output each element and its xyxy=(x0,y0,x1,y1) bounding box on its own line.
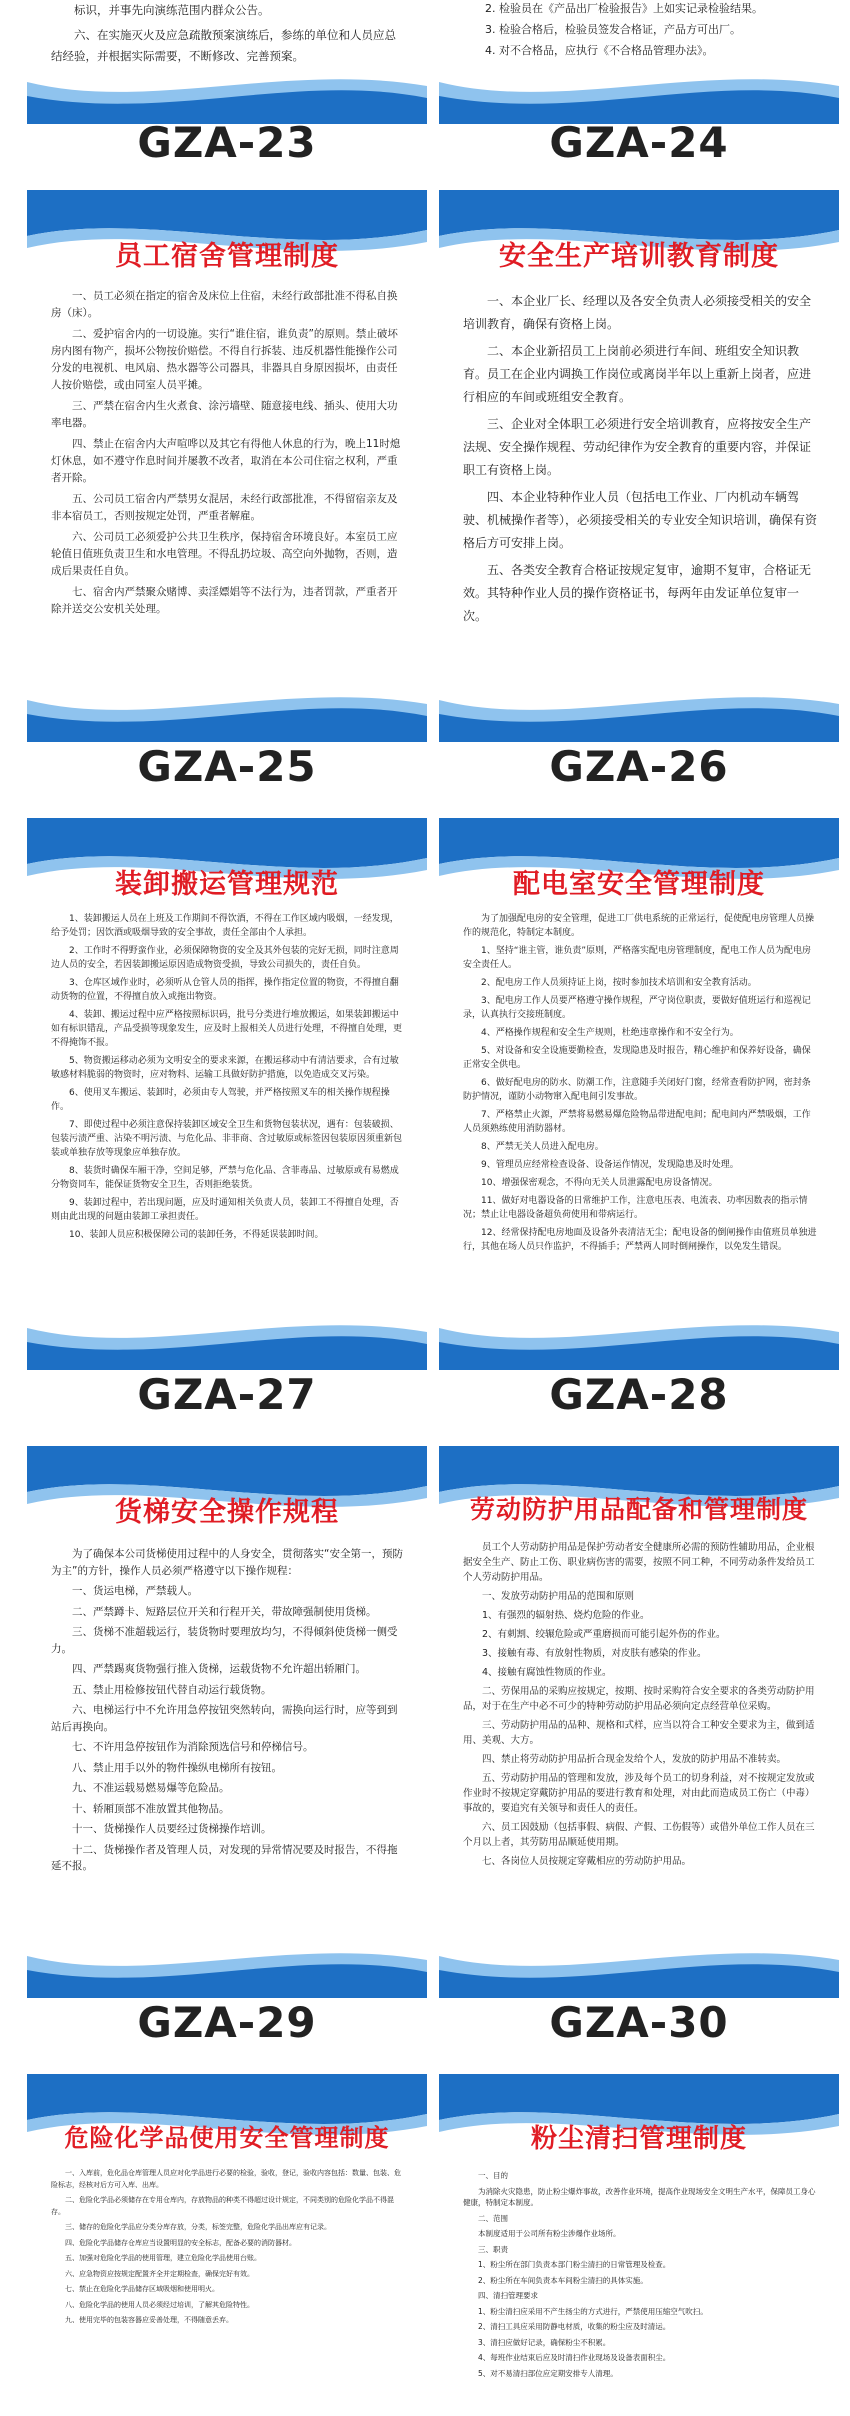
board-paragraph: 9、管理员应经常检查设备、设备运作情况，发现隐患及时处理。 xyxy=(481,1160,739,1170)
board-paragraph: 2. 检验员在《产品出厂检验报告》上如实记录检验结果。 xyxy=(485,2,763,15)
board-paragraph: 4、严格操作规程和安全生产规则，杜绝违章操作和不安全行为。 xyxy=(481,1028,739,1038)
board-paragraph: 10、增强保密观念，不得向无关人员泄露配电房设备情况。 xyxy=(481,1178,718,1188)
board-paragraph: 4、接触有腐蚀性物质的作业。 xyxy=(482,1667,612,1678)
board-paragraph: 3、配电房工作人员要严格遵守操作规程，严守岗位职责，要做好值班运行和巡视记录，认真执行交接班制度。 xyxy=(463,996,811,1020)
bottom-wave-decoration xyxy=(27,1308,427,1370)
board-paragraph: 1、有强烈的辐射热、烧灼危险的作业。 xyxy=(482,1610,650,1621)
board-body xyxy=(51,1546,405,1879)
board-gza30 xyxy=(439,1446,839,1998)
board-paragraph: 2、粉尘所在车间负责本车间粉尘清扫的具体实施。 xyxy=(478,2275,648,2285)
board-paragraph: 六、电梯运行中不允许用急停按钮突然转向，需换向运行时，应等到到站后再换向。 xyxy=(51,1704,398,1733)
board-paragraph: 二、危险化学品必须储存在专用仓库内，存放物品的种类不得超过设计规定，不同类别的危险化学品不得混存。 xyxy=(51,2196,394,2216)
code-label: GZA-30 xyxy=(549,1998,729,2047)
board-paragraph: 四、本企业特种作业人员（包括电工作业、厂内机动车辆驾驶、机械操作者等），必须接受相关的专业安全知识培训，确保有资格后方可安排上岗。 xyxy=(463,490,818,550)
board-title: 粉尘清扫管理制度 xyxy=(530,2124,747,2154)
board-paragraph: 三、职责 xyxy=(478,2244,508,2254)
board-title: 危险化学品使用安全管理制度 xyxy=(64,2124,390,2152)
board-paragraph: 为了加强配电房的安全管理，促进工厂供电系统的正常运行，促使配电房管理人员操作的规范化，特制定本制度。 xyxy=(463,914,815,938)
board-gza29 xyxy=(27,1446,427,1998)
board-paragraph: 本制度适用于公司所有粉尘涉爆作业场所。 xyxy=(478,2229,621,2238)
board-paragraph: 5、对不易清扫部位应定期安排专人清理。 xyxy=(478,2368,618,2378)
board-gza23 xyxy=(27,0,427,124)
board-title: 安全生产培训教育制度 xyxy=(499,241,779,272)
board-paragraph: 八、禁止用手以外的物件操纵电梯所有按钮。 xyxy=(72,1761,282,1774)
board-paragraph: 6、做好配电房的防水、防潮工作，注意随手关闭好门窗，经常查看防护网，密封条防护情况，谨防小动物窜入配电间引发事故。 xyxy=(463,1078,811,1102)
bottom-wave-decoration xyxy=(27,62,427,124)
board-body xyxy=(463,2170,817,2383)
board-paragraph: 四、危险化学品储存仓库应当设置明显的安全标志，配备必要的消防器材。 xyxy=(65,2238,296,2247)
board-paragraph: 一、员工必须在指定的宿舍及床位上住宿，未经行政部批准不得私自换房（床）。 xyxy=(51,290,398,319)
board-body xyxy=(51,912,405,1246)
board-body xyxy=(51,0,405,71)
board-paragraph: 1、坚持“谁主管，谁负责”原则，严格落实配电房管理制度，配电工作人员为配电房安全责任人。 xyxy=(463,946,812,970)
board-paragraph: 2、配电房工作人员须持证上岗，按时参加技术培训和安全教育活动。 xyxy=(481,978,757,988)
board-paragraph: 一、本企业厂长、经理以及各安全负责人必须接受相关的安全培训教育，确保有资格上岗。 xyxy=(463,294,812,331)
board-paragraph: 一、货运电梯，严禁载人。 xyxy=(72,1585,198,1597)
board-paragraph: 六、公司员工必须爱护公共卫生秩序，保持宿舍环境良好。本室员工应轮值日值班负责卫生和水电管理。不得乱扔垃圾、高空向外抛物，否则，造成后果责任自负。 xyxy=(51,531,398,577)
board-paragraph: 一、入库前，危化品仓库管理人员应对化学品进行必要的检验，验收，登记，验收内容包括：数量、包装、危险标志，经核对后方可入库、出库。 xyxy=(51,2169,401,2189)
board-paragraph: 4、每班作业结束后应及时清扫作业现场及设备表面积尘。 xyxy=(478,2353,671,2362)
board-paragraph: 三、劳动防护用品的品种、规格和式样，应当以符合工种安全要求为主，做到适用、美观、大方。 xyxy=(463,1720,815,1746)
board-paragraph: 九、使用完毕的包装容器应妥善处理，不得随意丢弃。 xyxy=(65,2316,233,2324)
board-gza28 xyxy=(439,818,839,1370)
board-paragraph: 8、装货时确保车厢干净，空间足够，严禁与危化品、含菲毒品、过敏原或有易燃成分物资同车，能保证货物安全卫生，否则拒绝装货。 xyxy=(51,1166,399,1190)
board-paragraph: 四、严禁踢爽货物强行推入货梯，运载货物不允许超出轿厢门。 xyxy=(72,1663,366,1675)
board-paragraph: 1、粉尘清扫应采用不产生扬尘的方式进行，严禁使用压缩空气吹扫。 xyxy=(478,2306,708,2316)
board-body xyxy=(463,912,817,1258)
board-paragraph: 7、严格禁止火源，严禁将易燃易爆危险物品带进配电间；配电间内严禁吸烟，工作人员须熟练使用消防器材。 xyxy=(463,1110,811,1134)
board-paragraph: 员工个人劳动防护用品是保护劳动者安全健康所必需的预防性辅助用品，企业根据安全生产、防止工伤、职业病伤害的需要，按照不同工种，不同劳动条件发给员工个人劳动防护用品。 xyxy=(463,1542,815,1583)
board-paragraph: 1、装卸搬运人员在上班及工作期间不得饮酒，不得在工作区域内吸烟，一经发现，给予处罚；因饮酒或吸烟导致的安全事故，责任全部由个人承担。 xyxy=(51,914,399,938)
board-paragraph: 为了确保本公司货梯使用过程中的人身安全，贯彻落实“安全第一，预防为主”的方针，操作人员必须严格遵守以下操作规程： xyxy=(51,1548,403,1577)
board-gza24 xyxy=(439,0,839,124)
code-label: GZA-23 xyxy=(137,118,317,167)
bottom-wave-decoration xyxy=(27,1936,427,1998)
board-paragraph: 二、劳保用品的采购应按规定，按期、按时采购符合安全要求的各类劳动防护用品，对于在生产中必不可少的特种劳动防护用品必须向定点经营单位采购。 xyxy=(463,1686,815,1712)
bottom-wave-decoration xyxy=(439,1308,839,1370)
board-gza32 xyxy=(439,2074,839,2416)
board-paragraph: 七、各岗位人员按规定穿戴相应的劳动防护用品。 xyxy=(482,1856,692,1867)
board-paragraph: 三、严禁在宿舍内生火煮食、涂污墙壁、随意接电线、插头、使用大功率电器。 xyxy=(51,400,398,429)
board-paragraph: 5、对设备和安全设施要勤检查，发现隐患及时报告，精心维护和保养好设备，确保正常安全供电。 xyxy=(463,1046,811,1070)
board-paragraph: 二、爱护宿舍内的一切设施。实行“谁住宿，谁负责”的原则。禁止破坏房内图有物产，损坏公物按价赔偿。不得自行拆装、违反机器性能操作公司分发的电视机、电风扇、热水器等公司器具，非器具自身原因损坏，由责任人按价赔偿，或由同室人员平摊。 xyxy=(51,328,398,391)
bottom-wave-decoration xyxy=(27,680,427,742)
board-paragraph: 12、经常保持配电房地面及设备外表清洁无尘；配电设备的倒闸操作由值班员单独进行，其他在场人员只作监护，不得插手；严禁两人同时倒闸操作，以免发生错误。 xyxy=(463,1228,817,1252)
code-label: GZA-24 xyxy=(549,118,729,167)
board-paragraph: 五、禁止用检修按钮代替自动运行载货物。 xyxy=(72,1683,272,1696)
board-title: 装卸搬运管理规范 xyxy=(115,869,339,900)
board-paragraph: 六、应急物资应按规定配置齐全并定期检查，确保完好有效。 xyxy=(65,2269,254,2278)
board-paragraph: 七、宿舍内严禁聚众赌博、卖淫嫖娼等不法行为，违者罚款，严重者开除并送交公安机关处理。 xyxy=(51,586,398,615)
board-paragraph: 五、劳动防护用品的管理和发放，涉及每个员工的切身利益，对不按规定发放或作业时不按规定穿戴防护用品的要进行教育和处理，对由此而造成员工伤亡（中毒）事故的，要追究有关领导和责任人的责任。 xyxy=(463,1773,815,1814)
board-paragraph: 3、清扫应做好记录，确保粉尘不积累。 xyxy=(478,2337,611,2347)
board-paragraph: 5、物资搬运移动必须为文明安全的要求来源，在搬运移动中有清洁要求，合有过敏敏感材料脆弱的物资时，应对物料、运输工具做好防护措施，以免造成交叉污染。 xyxy=(51,1056,399,1080)
board-paragraph: 三、货梯不准超载运行，装货物时要理放均匀，不得倾斜使货梯一侧受力。 xyxy=(51,1626,398,1655)
code-label: GZA-28 xyxy=(549,1370,729,1419)
board-paragraph: 十二、货梯操作者及管理人员，对发现的异常情况要及时报告，不得拖延不报。 xyxy=(51,1843,398,1872)
board-paragraph: 五、公司员工宿舍内严禁男女混居，未经行政部批准，不得留宿亲友及非本宿员工，否则按规定处罚，严重者解雇。 xyxy=(51,493,398,522)
board-gza25 xyxy=(27,190,427,742)
board-paragraph: 二、范围 xyxy=(478,2213,508,2223)
board-paragraph: 4. 对不合格品，应执行《不合格品管理办法》。 xyxy=(485,44,714,57)
board-paragraph: 四、禁止在宿舍内大声喧哗以及其它有得他人休息的行为，晚上11时熄灯休息，如不遵守作息时间并屡教不改者，取消在本公司住宿之权利，严重者开除。 xyxy=(51,438,401,484)
board-gza26 xyxy=(439,190,839,742)
board-paragraph: 3、接触有毒、有放射性物质，对皮肤有感染的作业。 xyxy=(482,1648,707,1659)
board-paragraph: 六、员工因鼓励（包括事假、病假、产假、工伤假等）或借外单位工作人员在三个月以上者，其劳防用品顺延使用期。 xyxy=(463,1822,815,1848)
board-body xyxy=(463,0,817,63)
board-paragraph: 7、即使过程中必须注意保持装卸区域安全卫生和货物包装状况，遇有：包装破损、包装污渍严重、沾染不明污渍、与危化品、非菲商、含过敏原或标签因包装原因须重新包装或单独存放等现象应单独存放。 xyxy=(51,1120,403,1158)
code-label: GZA-29 xyxy=(137,1998,317,2047)
code-label: GZA-26 xyxy=(549,742,729,791)
board-paragraph: 二、严禁蹲卡、短路层位开关和行程开关，带故障强制使用货梯。 xyxy=(72,1605,377,1618)
board-paragraph: 2、有刺割、绞辗危险或严重磨损而可能引起外伤的作业。 xyxy=(482,1629,726,1640)
board-paragraph: 九、不准运载易燃易爆等危险品。 xyxy=(72,1782,230,1794)
board-title: 员工宿舍管理制度 xyxy=(115,241,339,272)
code-label: GZA-27 xyxy=(137,1370,317,1419)
board-paragraph: 9、装卸过程中，若出现问题，应及时通知相关负责人员，装卸工不得擅自处理，否则由此出现的问题由装卸工承担责任。 xyxy=(51,1198,399,1222)
board-body xyxy=(51,2168,405,2331)
board-paragraph: 2、清扫工具应采用防静电材质，收集的粉尘应及时清运。 xyxy=(478,2322,671,2331)
board-paragraph: 6、使用叉车搬运、装卸时，必须由专人驾驶，并严格按照叉车的相关操作规程操作。 xyxy=(51,1088,390,1112)
board-paragraph: 五、各类安全教育合格证按规定复审，逾期不复审，合格证无效。其特种作业人员的操作资格证书，每两年由发证单位复审一次。 xyxy=(463,563,812,623)
board-paragraph: 十、轿厢顶部不准放置其他物品。 xyxy=(72,1802,230,1815)
board-paragraph: 一、发放劳动防护用品的范围和原则 xyxy=(482,1591,635,1602)
board-paragraph: 2、工作时不得野蛮作业，必须保障物资的安全及其外包装的完好无损，同时注意周边人员的安全，若因装卸搬运原因造成物资受损，导致公司损失的，责任自负。 xyxy=(51,946,399,970)
board-paragraph: 三、企业对全体职工必须进行安全培训教育，应将按安全生产法规、安全操作规程、劳动纪律作为安全教育的重要内容，并保证职工有资格上岗。 xyxy=(463,417,812,477)
board-paragraph: 二、本企业新招员工上岗前必须进行车间、班组安全知识教育。员工在企业内调换工作岗位或离岗半年以上重新上岗者，应进行相应的车间或班组安全教育。 xyxy=(463,344,812,404)
board-paragraph: 五、加强对危险化学品的使用管理，建立危险化学品使用台账。 xyxy=(65,2254,261,2262)
board-paragraph: 10、装卸人员应积极保障公司的装卸任务，不得延误装卸时间。 xyxy=(69,1230,324,1240)
board-paragraph: 八、危险化学品的使用人员必须经过培训，了解其危险特性。 xyxy=(65,2300,254,2309)
bottom-wave-decoration xyxy=(439,1936,839,1998)
board-paragraph: 六、在实施灭火及应急疏散预案演练后，参练的单位和人员应总结经验，并根据实际需要，不断修改、完善预案。 xyxy=(51,28,396,63)
board-paragraph: 8、严禁无关人员进入配电房。 xyxy=(481,1142,604,1152)
board-paragraph: 3、仓库区域作业时，必须听从仓管人员的指挥，操作指定位置的物资，不得擅自翻动货物的位置，不得擅自放入或拖出物资。 xyxy=(51,978,399,1002)
board-gza31 xyxy=(27,2074,427,2416)
board-paragraph: 3. 检验合格后，检验员签发合格证，产品方可出厂。 xyxy=(485,23,741,36)
board-paragraph: 4、装卸、搬运过程中应严格按照标识码，批号分类进行堆放搬运，如果装卸搬运中如有标识错乱，产品受损等现象发生，应及时上报相关人员进行处理，不得擅自处理，更不得掩饰不报。 xyxy=(51,1010,403,1048)
board-body xyxy=(463,290,817,632)
board-paragraph: 一、目的 xyxy=(478,2171,508,2180)
board-paragraph: 十一、货梯操作人员要经过货梯操作培训。 xyxy=(72,1823,272,1835)
board-paragraph: 1、粉尘所在部门负责本部门粉尘清扫的日常管理及检查。 xyxy=(478,2260,671,2269)
board-paragraph: 为消除火灾隐患，防止粉尘爆炸事故，改善作业环境，提高作业现场安全文明生产水平，保障员工身心健康，特制定本制度。 xyxy=(463,2186,816,2207)
board-paragraph: 11、做好对电器设备的日常维护工作，注意电压表、电流表、功率因数表的指示情况；禁止让电器设备超负荷使用和带病运行。 xyxy=(463,1196,808,1220)
board-title: 配电室安全管理制度 xyxy=(513,869,765,900)
board-paragraph: 七、不许用急停按钮作为消除预选信号和停梯信号。 xyxy=(72,1741,314,1753)
board-gza27 xyxy=(27,818,427,1370)
bottom-wave-decoration xyxy=(439,680,839,742)
bottom-wave-decoration xyxy=(439,62,839,124)
board-body xyxy=(51,288,405,622)
board-title: 货梯安全操作规程 xyxy=(115,1497,339,1528)
board-paragraph: 三、储存的危险化学品应分类分库存放，分类，标签完整，危险化学品出库应有记录。 xyxy=(65,2223,331,2231)
board-title: 劳动防护用品配备和管理制度 xyxy=(469,1495,808,1524)
code-label: GZA-25 xyxy=(137,742,317,791)
board-body xyxy=(463,1540,817,1873)
board-paragraph: 四、清扫管理要求 xyxy=(478,2291,538,2300)
board-paragraph: 标识，并事先向演练范围内群众公告。 xyxy=(74,3,270,17)
board-paragraph: 四、禁止将劳动防护用品折合现金发给个人，发放的防护用品不准转卖。 xyxy=(482,1754,787,1765)
board-paragraph: 七、禁止在危险化学品储存区域吸烟和使用明火。 xyxy=(65,2285,219,2293)
